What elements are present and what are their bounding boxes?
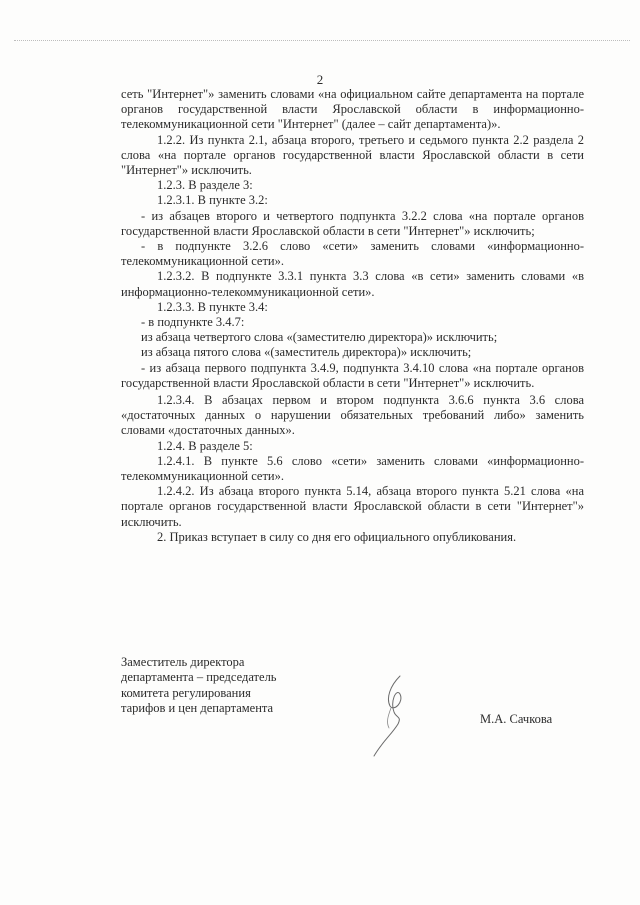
paragraph: 1.2.3.4. В абзацах первом и втором подпункта 3.6.6 пункта 3.6 слова «достаточных данных о нарушении обязательных требований либо» заменить словами «достаточных данных». [121,393,584,438]
paragraph: из абзаца четвертого слова «(заместителю директора)» исключить; [141,330,498,345]
paragraph: - в подпункте 3.4.7: [141,315,245,330]
paragraph: 1.2.3.3. В пункте 3.4: [157,299,268,314]
position-line: Заместитель директора [121,655,245,669]
handwritten-signature [360,672,440,760]
signatory-position [121,655,341,717]
paragraph: 1.2.3.2. В подпункте 3.3.1 пункта 3.3 слова «в сети» заменить словами «в информационно-телекоммуникационной сети». [121,269,584,299]
position-line: комитета регулирования [121,685,251,700]
paragraph: - из абзацев второго и четвертого подпункта 3.2.2 слова «на портале органов государственной власти Ярославской области в сети "Интернет"» исключить; [121,208,584,238]
page-number: 2 [316,72,324,87]
paragraph: - из абзаца первого подпункта 3.4.9, подпункта 3.4.10 слова «на портале органов государственной власти Ярославской области в сети "Интернет"» исключить. [121,360,584,390]
paragraph: 1.2.4.1. В пункте 5.6 слово «сети» заменить словами «информационно-телекоммуникационной сети». [121,453,584,484]
position-line: тарифов и цен департамента [121,701,274,716]
paragraph: сеть "Интернет"» заменить словами «на официальном сайте департамента на портале органов государственной власти Ярославской области в информационно-телекоммуникационной сети "Интернет" (далее – сайт департамента)». [121,87,584,132]
paragraph: 1.2.3. В разделе 3: [157,178,253,193]
paragraph: 1.2.3.1. В пункте 3.2: [157,193,268,208]
paragraph: 1.2.4.2. Из абзаца второго пункта 5.14, абзаца второго пункта 5.21 слова «на портале органов государственной власти Ярославской области в сети "Интернет"» исключить. [121,484,584,529]
paragraph: 1.2.4. В разделе 5: [157,438,253,453]
paragraph: из абзаца пятого слова «(заместитель директора)» исключить; [141,345,472,360]
scan-border-line [14,40,630,41]
signer-name: М.А. Сачкова [480,712,553,726]
paragraph: 1.2.2. Из пункта 2.1, абзаца второго, третьего и седьмого пункта 2.2 раздела 2 слова «на портале органов государственной власти Ярославской области в сети "Интернет"» исключить. [121,132,584,178]
paragraph: - в подпункте 3.2.6 слово «сети» заменить словами «информационно-телекоммуникационной сети». [121,239,584,269]
position-line: департамента – председатель [121,670,277,685]
document-body [121,87,584,545]
paragraph: 2. Приказ вступает в силу со дня его официального опубликования. [157,529,517,544]
